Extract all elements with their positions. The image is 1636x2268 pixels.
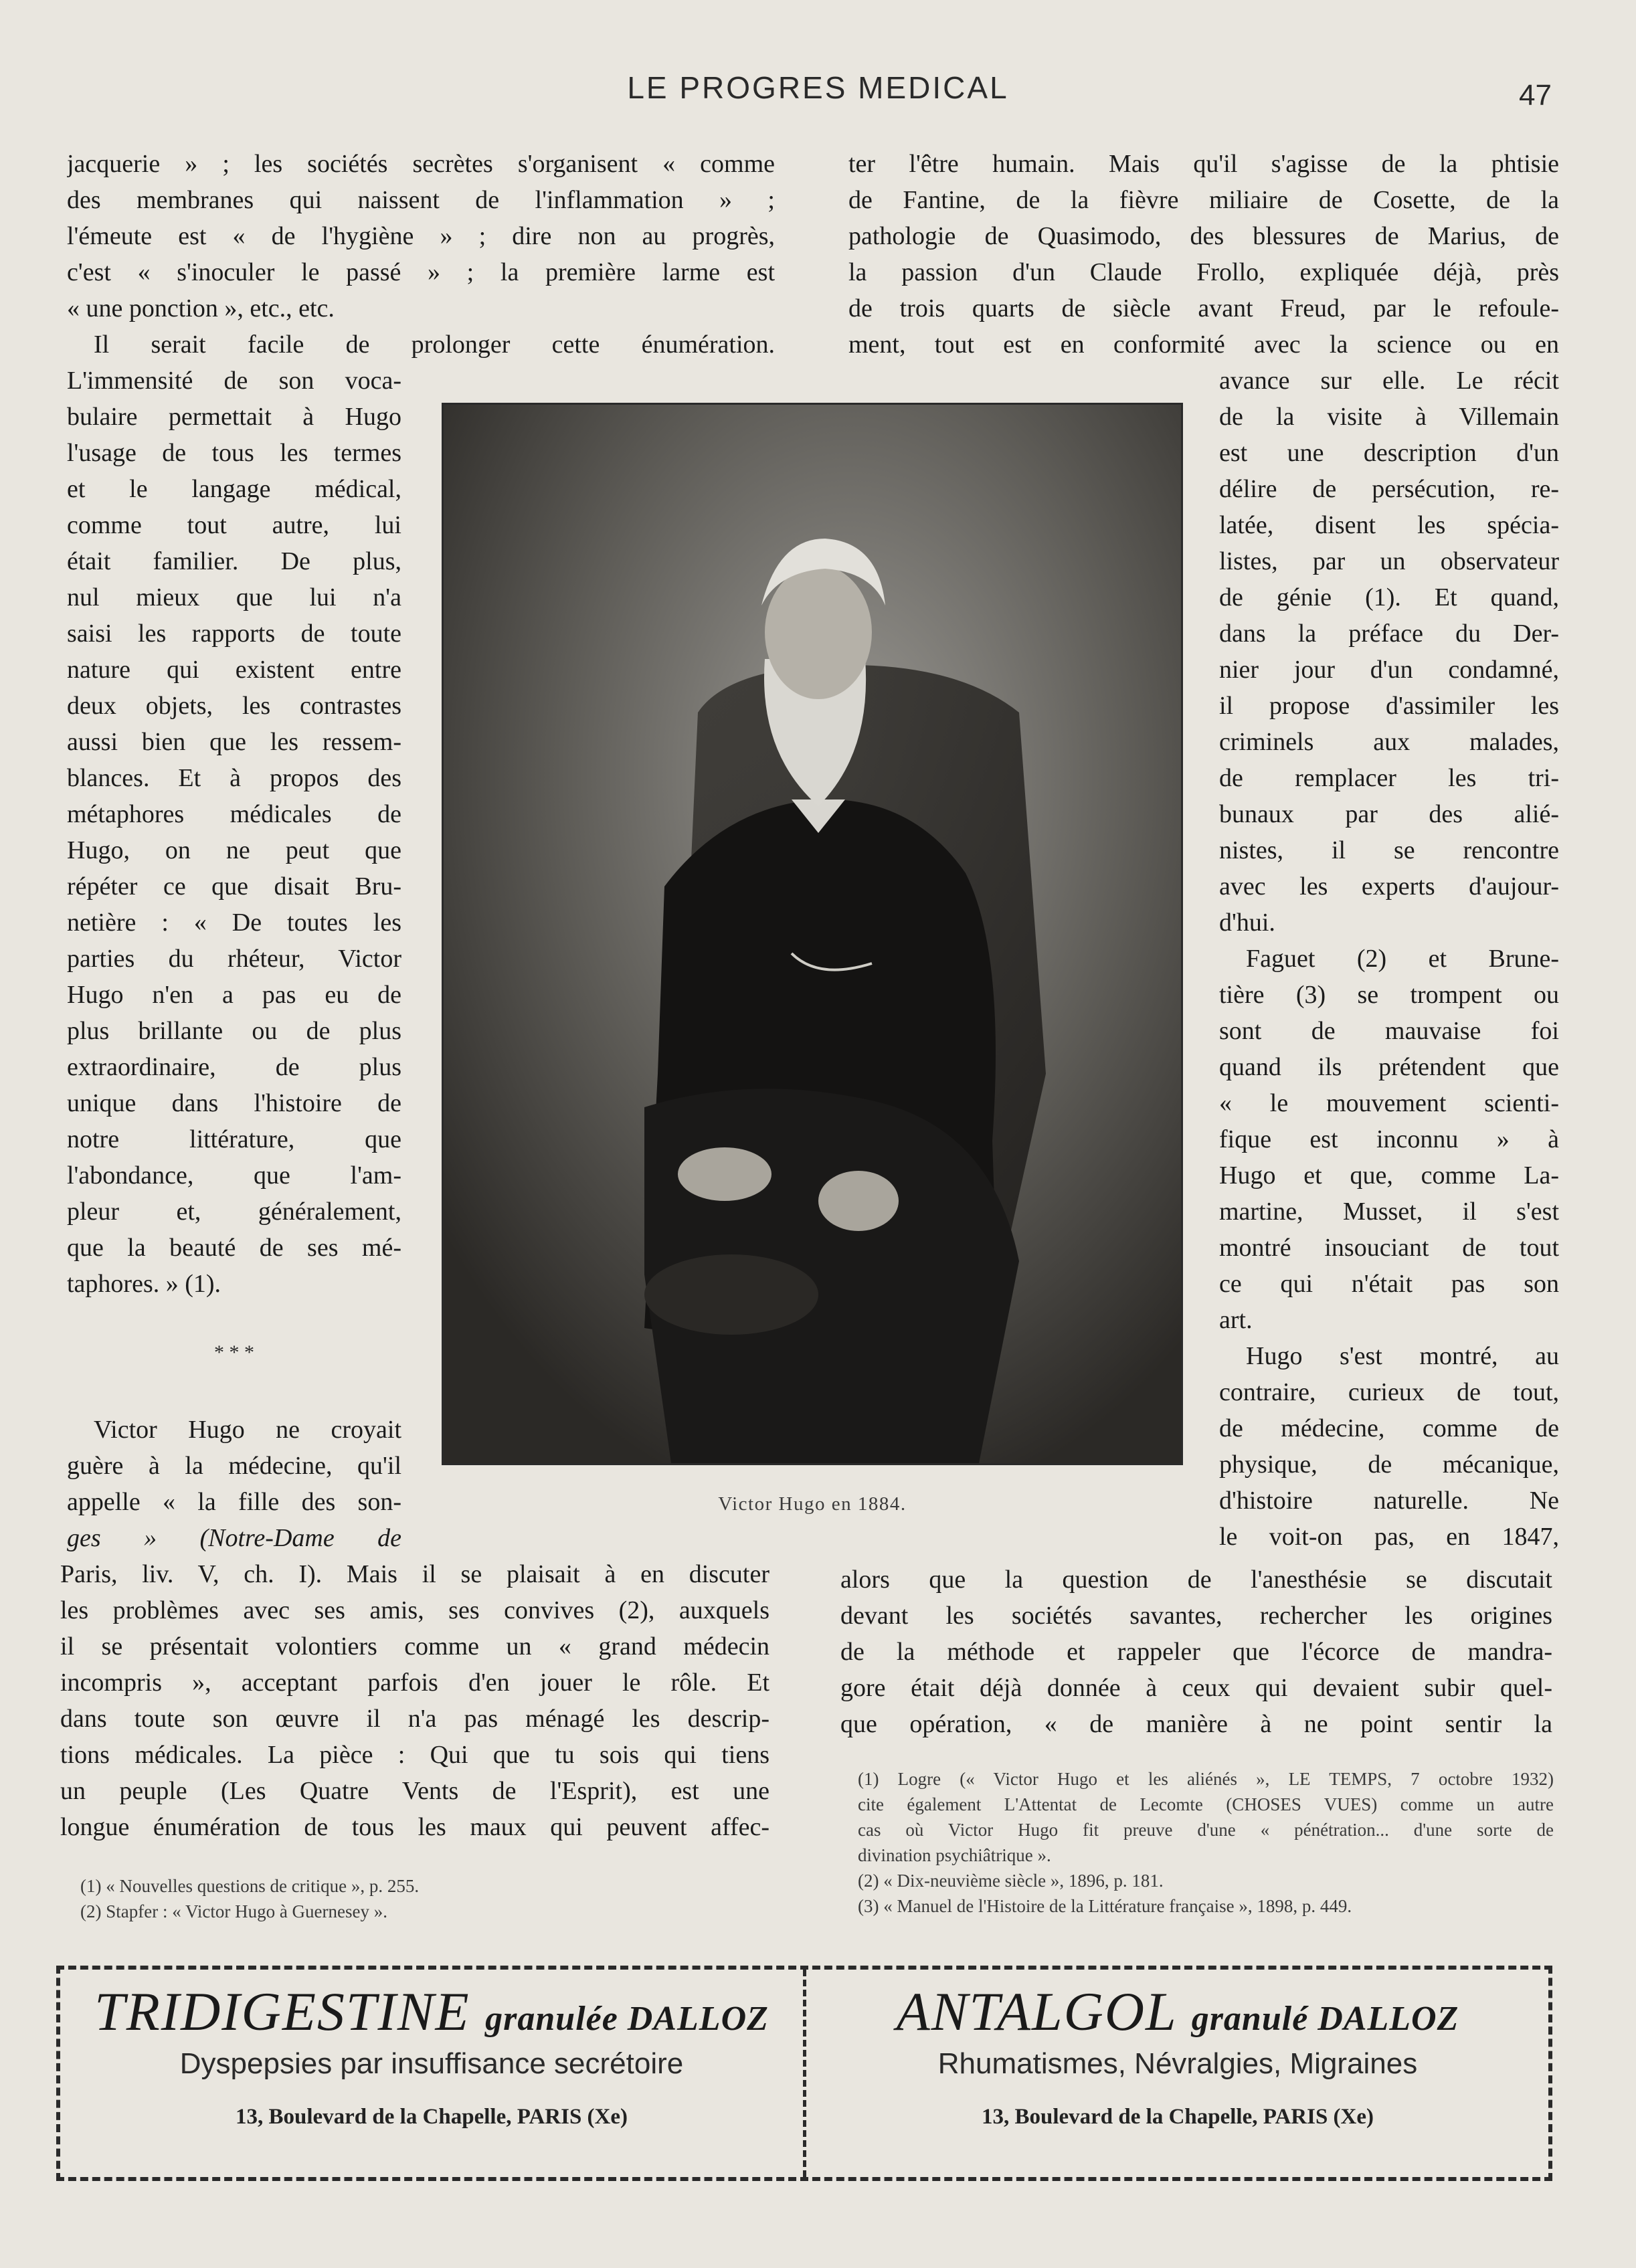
text-line: alors que la question de l'anesthésie se discutait xyxy=(840,1566,1552,1594)
text-line: le voit-on pas, en 1847, xyxy=(1219,1523,1559,1551)
text-line: de trois quarts de siècle avant Freud, par le refoule- xyxy=(848,294,1559,322)
text-line: unique dans l'histoire de xyxy=(67,1089,401,1117)
text-line: de médecine, comme de xyxy=(1219,1414,1559,1442)
text-line: avance sur elle. Le récit xyxy=(1219,367,1559,395)
text-line: des membranes qui naissent de l'inflammation » ; xyxy=(67,186,775,214)
footnote: (3) « Manuel de l'Histoire de la Littérature française », 1898, p. 449. xyxy=(858,1896,1352,1916)
text-line: bunaux par des alié- xyxy=(1219,800,1559,828)
text-line: « le mouvement scienti- xyxy=(1219,1089,1559,1117)
text-line: l'usage de tous les termes xyxy=(67,439,401,467)
text-line: ges » (Notre-Dame de xyxy=(67,1524,401,1552)
text-line: était familier. De plus, xyxy=(67,547,401,575)
ad-title-line xyxy=(813,1980,1542,2043)
text-line: de génie (1). Et quand, xyxy=(1219,583,1559,611)
text-line: notre littérature, que xyxy=(67,1125,401,1153)
text-line: contraire, curieux de tout, xyxy=(1219,1378,1559,1406)
text-line: tière (3) se trompent ou xyxy=(1219,981,1559,1009)
text-line: ment, tout est en conformité avec la science ou en xyxy=(848,330,1559,359)
text-line: est une description d'un xyxy=(1219,439,1559,467)
ad-antalgol xyxy=(813,1980,1542,2130)
text-line: guère à la médecine, qu'il xyxy=(67,1452,401,1480)
left-column-top xyxy=(67,146,775,363)
text-line: plus brillante ou de plus xyxy=(67,1017,401,1045)
portrait-illustration xyxy=(444,405,1181,1463)
footnote: (1) « Nouvelles questions de critique », p. 255. xyxy=(80,1876,420,1896)
ad-subtitle: granulée DALLOZ xyxy=(485,2000,769,2038)
text-line: Paris, liv. V, ch. I). Mais il se plaisait à en discuter xyxy=(60,1560,769,1588)
text-line: netière : « De toutes les xyxy=(67,909,401,937)
text-line: « une ponction », etc., etc. xyxy=(67,294,335,322)
text-line: de Fantine, de la fièvre miliaire de Cosette, de la xyxy=(848,186,1559,214)
text-line: de la méthode et rappeler que l'écorce de mandra- xyxy=(840,1638,1552,1666)
text-line: que opération, « de manière à ne point sentir la xyxy=(840,1710,1552,1738)
text-line: dans toute son œuvre il n'a pas ménagé les descrip- xyxy=(60,1705,769,1733)
text-line: taphores. » (1). xyxy=(67,1270,221,1298)
text-line: répéter ce que disait Bru- xyxy=(67,872,401,901)
text-line: ce qui n'était pas son xyxy=(1219,1270,1559,1298)
photo-caption: Victor Hugo en 1884. xyxy=(718,1493,907,1515)
ad-address: 13, Boulevard de la Chapelle, PARIS (Xe) xyxy=(981,2105,1374,2129)
text-line: de remplacer les tri- xyxy=(1219,764,1559,792)
text-line: devant les sociétés savantes, rechercher les origines xyxy=(840,1602,1552,1630)
text-line: fique est inconnu » à xyxy=(1219,1125,1559,1153)
text-line: la passion d'un Claude Frollo, expliquée déjà, près xyxy=(848,258,1559,286)
ad-subtitle: granulé DALLOZ xyxy=(1191,2000,1459,2038)
footnote: (1) Logre (« Victor Hugo et les aliénés », LE TEMPS, 7 octobre 1932) xyxy=(858,1769,1554,1789)
footnote: divination psychiâtrique ». xyxy=(858,1845,1051,1865)
text-line: incompris », acceptant parfois d'en jouer le rôle. Et xyxy=(60,1669,769,1697)
text-line: parties du rhéteur, Victor xyxy=(67,945,401,973)
text-line: que la beauté de ses mé- xyxy=(67,1234,401,1262)
text-line: quand ils prétendent que xyxy=(1219,1053,1559,1081)
text-line: saisi les rapports de toute xyxy=(67,620,401,648)
text-line: physique, de mécanique, xyxy=(1219,1450,1559,1479)
text-line: listes, par un observateur xyxy=(1219,547,1559,575)
page-number: 47 xyxy=(1519,79,1552,112)
ad-tridigestine xyxy=(67,1980,796,2130)
text-line: il propose d'assimiler les xyxy=(1219,692,1559,720)
ad-title: ANTALGOL xyxy=(896,1981,1177,2042)
text-line: extraordinaire, de plus xyxy=(67,1053,401,1081)
text-line: nature qui existent entre xyxy=(67,656,401,684)
left-column-bottom xyxy=(60,1556,769,1845)
text-line: c'est « s'inoculer le passé » ; la première larme est xyxy=(67,258,775,286)
text-line: blances. Et à propos des xyxy=(67,764,401,792)
text-line: métaphores médicales de xyxy=(67,800,401,828)
text-line: Hugo n'en a pas eu de xyxy=(67,981,401,1009)
portrait-photo xyxy=(442,403,1183,1465)
text-line: sont de mauvaise foi xyxy=(1219,1017,1559,1045)
ad-divider xyxy=(803,1970,806,2177)
running-header: LE PROGRES MEDICAL xyxy=(627,70,1009,105)
text-line: avec les experts d'aujour- xyxy=(1219,872,1559,901)
text-line: les problèmes avec ses amis, ses convives (2), auxquels xyxy=(60,1596,769,1624)
text-line: longue énumération de tous les maux qui peuvent affec- xyxy=(60,1813,769,1841)
right-footnotes xyxy=(858,1766,1554,1919)
text-line: nistes, il se rencontre xyxy=(1219,836,1559,864)
text-line: Faguet (2) et Brune- xyxy=(1246,945,1559,973)
text-line: Il serait facile de prolonger cette énumération. xyxy=(94,330,775,359)
left-footnotes xyxy=(80,1873,763,1924)
text-line: Hugo et que, comme La- xyxy=(1219,1161,1559,1190)
text-line: un peuple (Les Quatre Vents de l'Esprit), est une xyxy=(60,1777,769,1805)
text-line: art. xyxy=(1219,1306,1253,1334)
left-column-narrow-2 xyxy=(67,1412,401,1556)
text-line: appelle « la fille des son- xyxy=(67,1488,401,1516)
text-line: nul mieux que lui n'a xyxy=(67,583,401,611)
text-line: tions médicales. La pièce : Qui que tu sois qui tiens xyxy=(60,1741,769,1769)
text-line: pathologie de Quasimodo, des blessures de Marius, de xyxy=(848,222,1559,250)
text-line: aussi bien que les ressem- xyxy=(67,728,401,756)
text-line: deux objets, les contrastes xyxy=(67,692,401,720)
footnote: cas où Victor Hugo fit preuve d'une « pénétration... d'une sorte de xyxy=(858,1820,1554,1840)
text-line: martine, Musset, il s'est xyxy=(1219,1198,1559,1226)
text-line: bulaire permettait à Hugo xyxy=(67,403,401,431)
text-line: Hugo, on ne peut que xyxy=(67,836,401,864)
text-line: latée, disent les spécia- xyxy=(1219,511,1559,539)
text-line: montré insouciant de tout xyxy=(1219,1234,1559,1262)
text-line: l'émeute est « de l'hygiène » ; dire non au progrès, xyxy=(67,222,775,250)
text-line: Hugo s'est montré, au xyxy=(1246,1342,1559,1370)
text-line: Victor Hugo ne croyait xyxy=(94,1416,401,1444)
ad-address: 13, Boulevard de la Chapelle, PARIS (Xe) xyxy=(235,2105,628,2129)
text-line: jacquerie » ; les sociétés secrètes s'organisent « comme xyxy=(67,150,775,178)
text-line: délire de persécution, re- xyxy=(1219,475,1559,503)
text-line: il se présentait volontiers comme un « grand médecin xyxy=(60,1632,769,1661)
text-line: de la visite à Villemain xyxy=(1219,403,1559,431)
right-column-bottom xyxy=(840,1562,1552,1742)
text-line: nier jour d'un condamné, xyxy=(1219,656,1559,684)
right-column-narrow xyxy=(1219,363,1559,1555)
ad-title: TRIDIGESTINE xyxy=(94,1981,470,2042)
right-column-top xyxy=(848,146,1559,363)
text-line: comme tout autre, lui xyxy=(67,511,401,539)
section-separator: * * * xyxy=(214,1341,254,1363)
text-line: L'immensité de son voca- xyxy=(67,367,401,395)
text-line: l'abondance, que l'am- xyxy=(67,1161,401,1190)
ad-tagline: Dyspepsies par insuffisance secrétoire xyxy=(179,2047,684,2080)
footnote: cite également L'Attentat de Lecomte (CHOSES VUES) comme un autre xyxy=(858,1794,1554,1814)
text-line: pleur et, généralement, xyxy=(67,1198,401,1226)
footnote: (2) « Dix-neuvième siècle », 1896, p. 181. xyxy=(858,1871,1164,1891)
footnote: (2) Stapfer : « Victor Hugo à Guernesey ». xyxy=(80,1901,387,1921)
ad-title-line xyxy=(67,1980,796,2043)
text-line: d'histoire naturelle. Ne xyxy=(1219,1487,1559,1515)
ad-tagline: Rhumatismes, Névralgies, Migraines xyxy=(937,2047,1418,2080)
text-line: criminels aux malades, xyxy=(1219,728,1559,756)
text-line: d'hui. xyxy=(1219,909,1275,937)
text-line: et le langage médical, xyxy=(67,475,401,503)
text-line: gore était déjà donnée à ceux qui devaient subir quel- xyxy=(840,1674,1552,1702)
text-line: dans la préface du Der- xyxy=(1219,620,1559,648)
text-line: ter l'être humain. Mais qu'il s'agisse de la phtisie xyxy=(848,150,1559,178)
left-column-narrow xyxy=(67,363,401,1302)
